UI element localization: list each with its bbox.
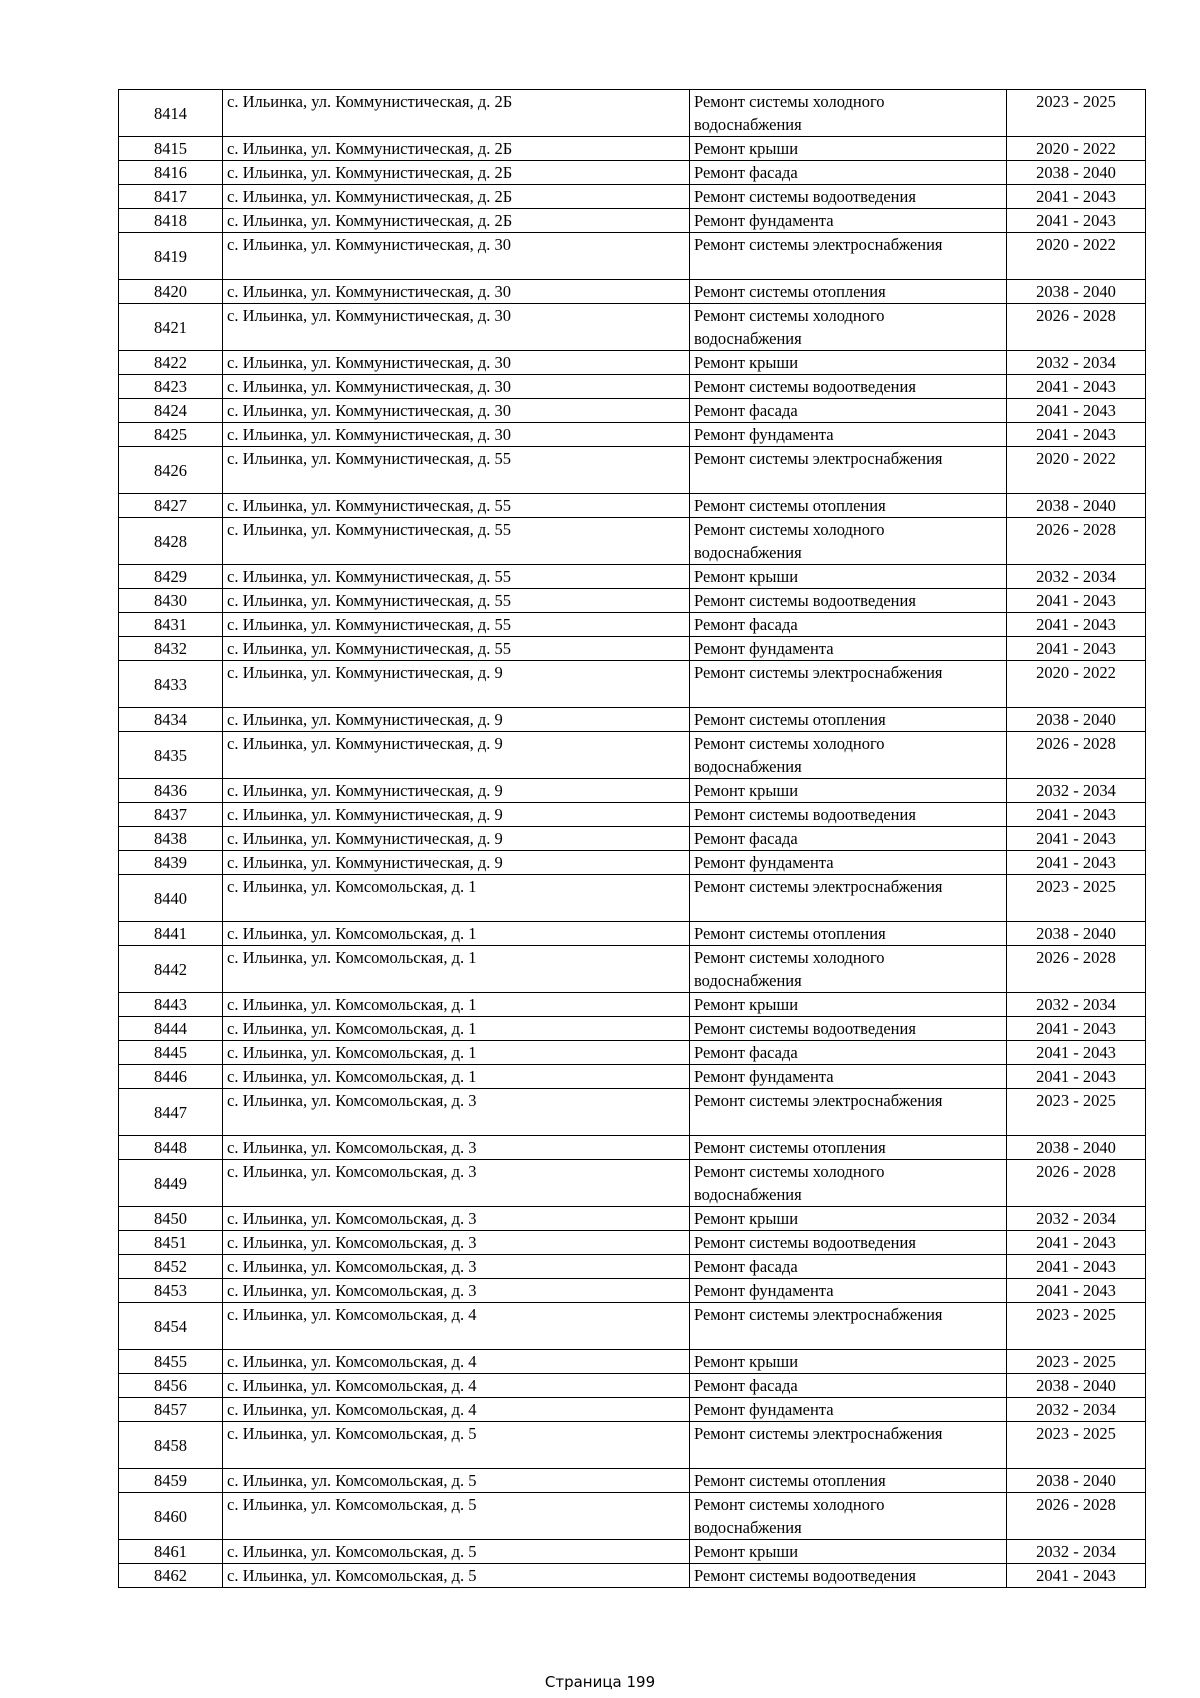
period-cell: 2032 - 2034 (1007, 1398, 1146, 1422)
table-row (119, 375, 1146, 399)
row-number-cell: 8435 (119, 732, 223, 779)
address-cell: с. Ильинка, ул. Комсомольская, д. 3 (223, 1231, 690, 1255)
work-type-cell: Ремонт фасада (690, 399, 1007, 423)
address-cell: с. Ильинка, ул. Комсомольская, д. 1 (223, 1017, 690, 1041)
address-cell: с. Ильинка, ул. Коммунистическая, д. 2Б (223, 209, 690, 233)
table-row (119, 589, 1146, 613)
work-type-cell: Ремонт системы отопления (690, 494, 1007, 518)
address-cell: с. Ильинка, ул. Коммунистическая, д. 30 (223, 233, 690, 280)
row-number-cell: 8443 (119, 993, 223, 1017)
address-cell: с. Ильинка, ул. Коммунистическая, д. 9 (223, 661, 690, 708)
period-cell: 2041 - 2043 (1007, 851, 1146, 875)
period-cell: 2032 - 2034 (1007, 1207, 1146, 1231)
address-cell: с. Ильинка, ул. Комсомольская, д. 4 (223, 1350, 690, 1374)
address-cell: с. Ильинка, ул. Комсомольская, д. 3 (223, 1089, 690, 1136)
period-cell: 2041 - 2043 (1007, 399, 1146, 423)
table-row (119, 803, 1146, 827)
row-number-cell: 8415 (119, 137, 223, 161)
row-number-cell: 8425 (119, 423, 223, 447)
table-row (119, 209, 1146, 233)
row-number-cell: 8455 (119, 1350, 223, 1374)
row-number-cell: 8441 (119, 922, 223, 946)
row-number-cell: 8461 (119, 1540, 223, 1564)
period-cell: 2023 - 2025 (1007, 875, 1146, 922)
period-cell: 2023 - 2025 (1007, 1350, 1146, 1374)
table-row (119, 351, 1146, 375)
period-cell: 2032 - 2034 (1007, 1540, 1146, 1564)
table-row (119, 851, 1146, 875)
table-row (119, 613, 1146, 637)
row-number-cell: 8432 (119, 637, 223, 661)
period-cell: 2032 - 2034 (1007, 565, 1146, 589)
period-cell: 2026 - 2028 (1007, 518, 1146, 565)
row-number-cell: 8457 (119, 1398, 223, 1422)
period-cell: 2041 - 2043 (1007, 613, 1146, 637)
address-cell: с. Ильинка, ул. Коммунистическая, д. 2Б (223, 185, 690, 209)
period-cell: 2041 - 2043 (1007, 1279, 1146, 1303)
address-cell: с. Ильинка, ул. Комсомольская, д. 1 (223, 875, 690, 922)
address-cell: с. Ильинка, ул. Комсомольская, д. 5 (223, 1564, 690, 1588)
table-row (119, 447, 1146, 494)
table-row (119, 1279, 1146, 1303)
address-cell: с. Ильинка, ул. Коммунистическая, д. 9 (223, 851, 690, 875)
table-row (119, 399, 1146, 423)
work-type-cell: Ремонт системы холодного водоснабжения (690, 90, 1007, 137)
work-type-cell: Ремонт системы отопления (690, 708, 1007, 732)
row-number-cell: 8447 (119, 1089, 223, 1136)
address-cell: с. Ильинка, ул. Комсомольская, д. 4 (223, 1303, 690, 1350)
table-row (119, 1160, 1146, 1207)
row-number-cell: 8428 (119, 518, 223, 565)
row-number-cell: 8442 (119, 946, 223, 993)
row-number-cell: 8424 (119, 399, 223, 423)
table-row (119, 1136, 1146, 1160)
table-row (119, 1540, 1146, 1564)
period-cell: 2038 - 2040 (1007, 161, 1146, 185)
work-type-cell: Ремонт системы электроснабжения (690, 447, 1007, 494)
work-type-cell: Ремонт системы холодного водоснабжения (690, 1160, 1007, 1207)
table-row (119, 875, 1146, 922)
period-cell: 2020 - 2022 (1007, 447, 1146, 494)
period-cell: 2023 - 2025 (1007, 1089, 1146, 1136)
table-row (119, 1422, 1146, 1469)
table-row (119, 1065, 1146, 1089)
repair-schedule-table (118, 89, 1146, 1588)
work-type-cell: Ремонт фундамента (690, 851, 1007, 875)
table-row (119, 1398, 1146, 1422)
period-cell: 2020 - 2022 (1007, 137, 1146, 161)
row-number-cell: 8452 (119, 1255, 223, 1279)
address-cell: с. Ильинка, ул. Коммунистическая, д. 2Б (223, 137, 690, 161)
table-row (119, 993, 1146, 1017)
address-cell: с. Ильинка, ул. Комсомольская, д. 1 (223, 946, 690, 993)
work-type-cell: Ремонт крыши (690, 1540, 1007, 1564)
row-number-cell: 8436 (119, 779, 223, 803)
work-type-cell: Ремонт системы отопления (690, 280, 1007, 304)
address-cell: с. Ильинка, ул. Комсомольская, д. 4 (223, 1398, 690, 1422)
period-cell: 2041 - 2043 (1007, 209, 1146, 233)
work-type-cell: Ремонт фасада (690, 613, 1007, 637)
address-cell: с. Ильинка, ул. Коммунистическая, д. 30 (223, 423, 690, 447)
table-row (119, 637, 1146, 661)
address-cell: с. Ильинка, ул. Коммунистическая, д. 9 (223, 827, 690, 851)
address-cell: с. Ильинка, ул. Комсомольская, д. 3 (223, 1279, 690, 1303)
address-cell: с. Ильинка, ул. Комсомольская, д. 5 (223, 1422, 690, 1469)
period-cell: 2032 - 2034 (1007, 993, 1146, 1017)
address-cell: с. Ильинка, ул. Коммунистическая, д. 30 (223, 351, 690, 375)
address-cell: с. Ильинка, ул. Коммунистическая, д. 30 (223, 304, 690, 351)
period-cell: 2041 - 2043 (1007, 1564, 1146, 1588)
period-cell: 2038 - 2040 (1007, 494, 1146, 518)
period-cell: 2041 - 2043 (1007, 375, 1146, 399)
row-number-cell: 8433 (119, 661, 223, 708)
period-cell: 2041 - 2043 (1007, 827, 1146, 851)
period-cell: 2041 - 2043 (1007, 1255, 1146, 1279)
work-type-cell: Ремонт фундамента (690, 1398, 1007, 1422)
work-type-cell: Ремонт системы холодного водоснабжения (690, 304, 1007, 351)
table-row (119, 518, 1146, 565)
work-type-cell: Ремонт фасада (690, 161, 1007, 185)
table-row (119, 161, 1146, 185)
period-cell: 2026 - 2028 (1007, 1160, 1146, 1207)
table-row (119, 1469, 1146, 1493)
work-type-cell: Ремонт крыши (690, 1207, 1007, 1231)
period-cell: 2026 - 2028 (1007, 946, 1146, 993)
table-row (119, 1089, 1146, 1136)
address-cell: с. Ильинка, ул. Комсомольская, д. 1 (223, 1065, 690, 1089)
table-row (119, 494, 1146, 518)
work-type-cell: Ремонт фундамента (690, 1279, 1007, 1303)
work-type-cell: Ремонт системы водоотведения (690, 1017, 1007, 1041)
work-type-cell: Ремонт крыши (690, 351, 1007, 375)
address-cell: с. Ильинка, ул. Коммунистическая, д. 30 (223, 280, 690, 304)
work-type-cell: Ремонт фундамента (690, 637, 1007, 661)
row-number-cell: 8444 (119, 1017, 223, 1041)
row-number-cell: 8434 (119, 708, 223, 732)
period-cell: 2020 - 2022 (1007, 661, 1146, 708)
table-row (119, 708, 1146, 732)
period-cell: 2041 - 2043 (1007, 423, 1146, 447)
period-cell: 2023 - 2025 (1007, 1422, 1146, 1469)
period-cell: 2041 - 2043 (1007, 185, 1146, 209)
table-row (119, 280, 1146, 304)
table-row (119, 1017, 1146, 1041)
work-type-cell: Ремонт системы электроснабжения (690, 1089, 1007, 1136)
table-row (119, 233, 1146, 280)
period-cell: 2026 - 2028 (1007, 304, 1146, 351)
table-row (119, 1374, 1146, 1398)
period-cell: 2041 - 2043 (1007, 1041, 1146, 1065)
table-row (119, 779, 1146, 803)
address-cell: с. Ильинка, ул. Коммунистическая, д. 55 (223, 518, 690, 565)
address-cell: с. Ильинка, ул. Коммунистическая, д. 55 (223, 637, 690, 661)
row-number-cell: 8418 (119, 209, 223, 233)
table-row (119, 946, 1146, 993)
work-type-cell: Ремонт системы водоотведения (690, 589, 1007, 613)
address-cell: с. Ильинка, ул. Коммунистическая, д. 9 (223, 803, 690, 827)
row-number-cell: 8431 (119, 613, 223, 637)
address-cell: с. Ильинка, ул. Коммунистическая, д. 55 (223, 613, 690, 637)
row-number-cell: 8448 (119, 1136, 223, 1160)
table-row (119, 1231, 1146, 1255)
table-row (119, 1350, 1146, 1374)
period-cell: 2038 - 2040 (1007, 1374, 1146, 1398)
work-type-cell: Ремонт системы отопления (690, 1469, 1007, 1493)
row-number-cell: 8453 (119, 1279, 223, 1303)
work-type-cell: Ремонт фасада (690, 1255, 1007, 1279)
table-row (119, 732, 1146, 779)
table-row (119, 90, 1146, 137)
row-number-cell: 8454 (119, 1303, 223, 1350)
row-number-cell: 8416 (119, 161, 223, 185)
period-cell: 2041 - 2043 (1007, 589, 1146, 613)
row-number-cell: 8438 (119, 827, 223, 851)
table-row (119, 137, 1146, 161)
address-cell: с. Ильинка, ул. Комсомольская, д. 3 (223, 1207, 690, 1231)
table-body (119, 90, 1146, 1588)
address-cell: с. Ильинка, ул. Коммунистическая, д. 2Б (223, 161, 690, 185)
work-type-cell: Ремонт системы электроснабжения (690, 875, 1007, 922)
period-cell: 2038 - 2040 (1007, 922, 1146, 946)
row-number-cell: 8426 (119, 447, 223, 494)
work-type-cell: Ремонт фасада (690, 827, 1007, 851)
work-type-cell: Ремонт фасада (690, 1041, 1007, 1065)
work-type-cell: Ремонт системы водоотведения (690, 803, 1007, 827)
table-row (119, 922, 1146, 946)
row-number-cell: 8427 (119, 494, 223, 518)
address-cell: с. Ильинка, ул. Коммунистическая, д. 30 (223, 375, 690, 399)
address-cell: с. Ильинка, ул. Коммунистическая, д. 9 (223, 732, 690, 779)
address-cell: с. Ильинка, ул. Коммунистическая, д. 55 (223, 447, 690, 494)
work-type-cell: Ремонт системы отопления (690, 1136, 1007, 1160)
row-number-cell: 8440 (119, 875, 223, 922)
work-type-cell: Ремонт крыши (690, 565, 1007, 589)
row-number-cell: 8451 (119, 1231, 223, 1255)
period-cell: 2041 - 2043 (1007, 637, 1146, 661)
period-cell: 2026 - 2028 (1007, 1493, 1146, 1540)
address-cell: с. Ильинка, ул. Комсомольская, д. 1 (223, 1041, 690, 1065)
period-cell: 2026 - 2028 (1007, 732, 1146, 779)
address-cell: с. Ильинка, ул. Коммунистическая, д. 9 (223, 779, 690, 803)
row-number-cell: 8430 (119, 589, 223, 613)
work-type-cell: Ремонт системы холодного водоснабжения (690, 1493, 1007, 1540)
table-row (119, 185, 1146, 209)
work-type-cell: Ремонт системы водоотведения (690, 1564, 1007, 1588)
address-cell: с. Ильинка, ул. Комсомольская, д. 3 (223, 1160, 690, 1207)
period-cell: 2023 - 2025 (1007, 1303, 1146, 1350)
work-type-cell: Ремонт крыши (690, 779, 1007, 803)
row-number-cell: 8456 (119, 1374, 223, 1398)
address-cell: с. Ильинка, ул. Коммунистическая, д. 9 (223, 708, 690, 732)
row-number-cell: 8414 (119, 90, 223, 137)
period-cell: 2038 - 2040 (1007, 1136, 1146, 1160)
work-type-cell: Ремонт крыши (690, 137, 1007, 161)
work-type-cell: Ремонт системы электроснабжения (690, 1422, 1007, 1469)
period-cell: 2041 - 2043 (1007, 803, 1146, 827)
period-cell: 2020 - 2022 (1007, 233, 1146, 280)
table-row (119, 1303, 1146, 1350)
address-cell: с. Ильинка, ул. Коммунистическая, д. 55 (223, 494, 690, 518)
work-type-cell: Ремонт фундамента (690, 209, 1007, 233)
row-number-cell: 8417 (119, 185, 223, 209)
table-row (119, 565, 1146, 589)
row-number-cell: 8458 (119, 1422, 223, 1469)
work-type-cell: Ремонт фасада (690, 1374, 1007, 1398)
address-cell: с. Ильинка, ул. Коммунистическая, д. 55 (223, 589, 690, 613)
work-type-cell: Ремонт системы отопления (690, 922, 1007, 946)
table-row (119, 423, 1146, 447)
table-row (119, 304, 1146, 351)
period-cell: 2038 - 2040 (1007, 280, 1146, 304)
work-type-cell: Ремонт системы электроснабжения (690, 1303, 1007, 1350)
row-number-cell: 8450 (119, 1207, 223, 1231)
work-type-cell: Ремонт крыши (690, 993, 1007, 1017)
period-cell: 2041 - 2043 (1007, 1017, 1146, 1041)
row-number-cell: 8460 (119, 1493, 223, 1540)
row-number-cell: 8445 (119, 1041, 223, 1065)
work-type-cell: Ремонт системы водоотведения (690, 375, 1007, 399)
work-type-cell: Ремонт системы холодного водоснабжения (690, 946, 1007, 993)
row-number-cell: 8462 (119, 1564, 223, 1588)
period-cell: 2038 - 2040 (1007, 1469, 1146, 1493)
address-cell: с. Ильинка, ул. Комсомольская, д. 1 (223, 922, 690, 946)
work-type-cell: Ремонт системы холодного водоснабжения (690, 732, 1007, 779)
table-row (119, 661, 1146, 708)
row-number-cell: 8449 (119, 1160, 223, 1207)
address-cell: с. Ильинка, ул. Комсомольская, д. 5 (223, 1493, 690, 1540)
table-row (119, 1255, 1146, 1279)
work-type-cell: Ремонт крыши (690, 1350, 1007, 1374)
row-number-cell: 8420 (119, 280, 223, 304)
address-cell: с. Ильинка, ул. Комсомольская, д. 5 (223, 1540, 690, 1564)
address-cell: с. Ильинка, ул. Коммунистическая, д. 55 (223, 565, 690, 589)
address-cell: с. Ильинка, ул. Комсомольская, д. 1 (223, 993, 690, 1017)
work-type-cell: Ремонт системы электроснабжения (690, 233, 1007, 280)
row-number-cell: 8429 (119, 565, 223, 589)
row-number-cell: 8419 (119, 233, 223, 280)
table-row (119, 1564, 1146, 1588)
period-cell: 2038 - 2040 (1007, 708, 1146, 732)
row-number-cell: 8422 (119, 351, 223, 375)
period-cell: 2032 - 2034 (1007, 351, 1146, 375)
work-type-cell: Ремонт фундамента (690, 423, 1007, 447)
work-type-cell: Ремонт фундамента (690, 1065, 1007, 1089)
row-number-cell: 8439 (119, 851, 223, 875)
table-row (119, 827, 1146, 851)
row-number-cell: 8423 (119, 375, 223, 399)
period-cell: 2041 - 2043 (1007, 1065, 1146, 1089)
work-type-cell: Ремонт системы электроснабжения (690, 661, 1007, 708)
work-type-cell: Ремонт системы холодного водоснабжения (690, 518, 1007, 565)
table-row (119, 1493, 1146, 1540)
address-cell: с. Ильинка, ул. Коммунистическая, д. 2Б (223, 90, 690, 137)
address-cell: с. Ильинка, ул. Коммунистическая, д. 30 (223, 399, 690, 423)
period-cell: 2032 - 2034 (1007, 779, 1146, 803)
address-cell: с. Ильинка, ул. Комсомольская, д. 3 (223, 1136, 690, 1160)
work-type-cell: Ремонт системы водоотведения (690, 1231, 1007, 1255)
row-number-cell: 8437 (119, 803, 223, 827)
work-type-cell: Ремонт системы водоотведения (690, 185, 1007, 209)
table-row (119, 1207, 1146, 1231)
address-cell: с. Ильинка, ул. Комсомольская, д. 5 (223, 1469, 690, 1493)
page-number: Страница 199 (544, 1673, 656, 1691)
address-cell: с. Ильинка, ул. Комсомольская, д. 3 (223, 1255, 690, 1279)
row-number-cell: 8459 (119, 1469, 223, 1493)
period-cell: 2041 - 2043 (1007, 1231, 1146, 1255)
period-cell: 2023 - 2025 (1007, 90, 1146, 137)
row-number-cell: 8446 (119, 1065, 223, 1089)
table-row (119, 1041, 1146, 1065)
address-cell: с. Ильинка, ул. Комсомольская, д. 4 (223, 1374, 690, 1398)
row-number-cell: 8421 (119, 304, 223, 351)
